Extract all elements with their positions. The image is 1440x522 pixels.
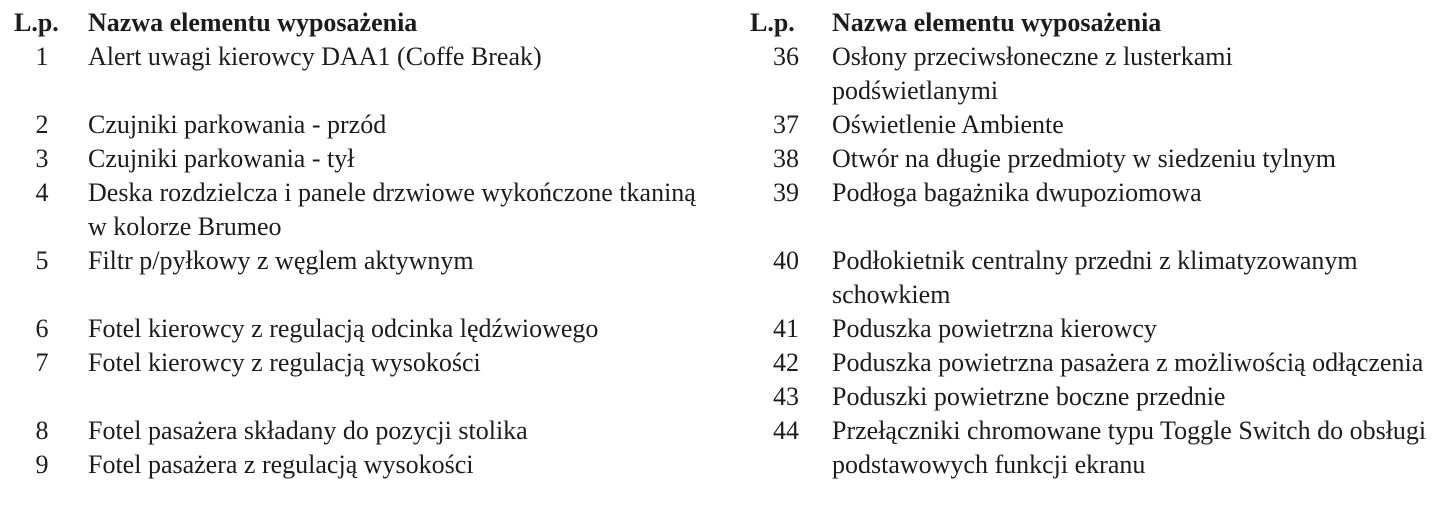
table-row [744, 108, 1440, 142]
row-number: 4 [35, 178, 49, 207]
equipment-table-left [0, 6, 720, 482]
row-name: Poduszka powietrzna pasażera z możliwością odłączenia [832, 348, 1424, 377]
row-spacer [0, 278, 720, 312]
row-number: 3 [35, 144, 49, 173]
row-name: Otwór na długie przedmioty w siedzeniu tylnym [832, 144, 1337, 173]
table-row [744, 346, 1440, 380]
table-row [744, 380, 1440, 414]
header-lp: L.p. [750, 8, 795, 37]
row-number: 5 [35, 246, 49, 275]
row-number: 6 [35, 314, 49, 343]
row-number: 2 [35, 110, 49, 139]
table-row [0, 108, 720, 142]
row-number: 9 [35, 450, 49, 479]
row-name: Oświetlenie Ambiente [832, 110, 1064, 139]
table-row [744, 176, 1440, 210]
header-lp: L.p. [14, 8, 59, 37]
row-number: 43 [773, 382, 799, 411]
row-number: 1 [35, 42, 49, 71]
row-number: 40 [773, 246, 799, 275]
table-row [0, 312, 720, 346]
row-name: Alert uwagi kierowcy DAA1 (Coffe Break) [88, 42, 542, 71]
row-name: Fotel kierowcy z regulacją odcinka lędźwiowego [88, 314, 599, 343]
row-name: Fotel pasażera składany do pozycji stolika [88, 416, 528, 445]
row-name: Czujniki parkowania - przód [88, 110, 387, 139]
row-spacer [0, 74, 720, 108]
table-row [0, 448, 720, 482]
row-name: Deska rozdzielcza i panele drzwiowe wykończone tkaniną w kolorze Brumeo [88, 178, 696, 241]
row-number: 7 [35, 348, 49, 377]
row-number: 37 [773, 110, 799, 139]
table-header [0, 6, 720, 40]
row-number: 41 [773, 314, 799, 343]
table-row [0, 414, 720, 448]
equipment-table-right [744, 6, 1440, 482]
table-row [0, 142, 720, 176]
row-number: 36 [773, 42, 799, 71]
row-name: Fotel pasażera z regulacją wysokości [88, 450, 474, 479]
row-number: 8 [35, 416, 49, 445]
table-row [0, 176, 700, 244]
row-name: Filtr p/pyłkowy z węglem aktywnym [88, 246, 474, 275]
row-name: Poduszka powietrzna kierowcy [832, 314, 1157, 343]
table-row [744, 244, 1440, 312]
row-number: 44 [773, 416, 799, 445]
row-name: Podłoga bagażnika dwupoziomowa [832, 178, 1202, 207]
table-row [744, 312, 1440, 346]
row-number: 39 [773, 178, 799, 207]
table-row [744, 414, 1440, 482]
table-row [0, 346, 720, 380]
table-row [0, 244, 720, 278]
row-name: Osłony przeciwsłoneczne z lusterkami podświetlanymi [832, 42, 1233, 105]
header-name: Nazwa elementu wyposażenia [88, 8, 418, 37]
row-name: Poduszki powietrzne boczne przednie [832, 382, 1226, 411]
row-name: Przełączniki chromowane typu Toggle Switch do obsługi podstawowych funkcji ekranu [832, 416, 1427, 479]
row-spacer [0, 380, 720, 414]
row-number: 42 [773, 348, 799, 377]
table-row [744, 142, 1440, 176]
row-spacer [744, 210, 1440, 244]
table-row [0, 40, 720, 74]
header-name: Nazwa elementu wyposażenia [832, 8, 1162, 37]
row-number: 38 [773, 144, 799, 173]
table-header [744, 6, 1440, 40]
row-name: Czujniki parkowania - tył [88, 144, 355, 173]
table-row [744, 40, 1392, 108]
row-name: Podłokietnik centralny przedni z klimatyzowanym schowkiem [832, 246, 1358, 309]
row-name: Fotel kierowcy z regulacją wysokości [88, 348, 481, 377]
